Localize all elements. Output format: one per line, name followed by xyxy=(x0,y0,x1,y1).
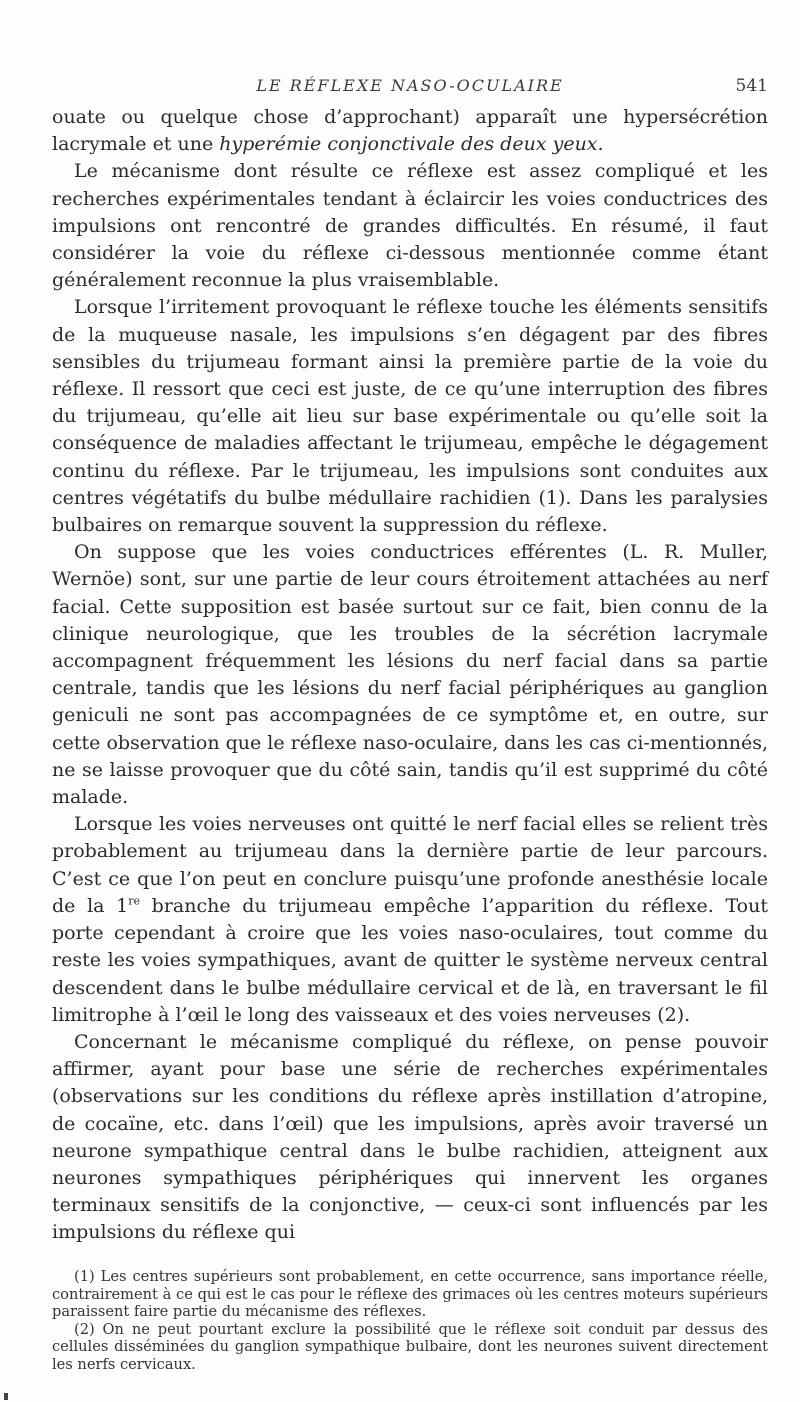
paragraph-5-superscript: re xyxy=(128,894,141,908)
paragraph-5 xyxy=(52,811,768,1029)
paragraph-3: Lorsque l’irritement provoquant le réflexe touche les éléments sensitifs de la muqueuse nasale, les impulsions s’en dégagent par des fibres sensibles du trijumeau formant ainsi la première partie de la voie du réflexe. Il ressort que ceci est juste, de ce qu’une interruption des fibres du trijumeau, qu’elle ait lieu sur base expérimentale ou qu’elle soit la conséquence de maladies affectant le trijumeau, empêche le dégagement continu du réflexe. Par le trijumeau, les impulsions sont conduites aux centres végétatifs du bulbe médullaire rachidien (1). Dans les paralysies bulbaires on remarque souvent la suppression du réflexe. xyxy=(52,296,768,537)
footnote-2: (2) On ne peut pourtant exclure la possibilité que le réflexe soit conduit par dessus des cellules disséminées du ganglion sympathique bulbaire, dont les neurones suivent directement les nerfs cervicaux. xyxy=(52,1320,768,1373)
paragraph-4: On suppose que les voies conductrices efférentes (L. R. Muller, Wernöe) sont, sur une partie de leur cours étroitement attachées au nerf facial. Cette supposition est basée surtout sur ce fait, bien connu de la clinique neurologique, que les troubles de la sécrétion lacrymale accompagnent fréquemment les lésions du nerf facial dans sa partie centrale, tandis que les lésions du nerf facial périphériques au ganglion geniculi ne sont pas accompagnées de ce symptôme et, en outre, sur cette observation que le réflexe naso-oculaire, dans les cas ci-mentionnés, ne se laisse provoquer que du côté sain, tandis qu’il est supprimé du côté malade. xyxy=(52,541,768,809)
paragraph-6: Concernant le mécanisme compliqué du réflexe, on pense pouvoir affirmer, ayant pour base une série de recherches expérimentales (observations sur les conditions du réflexe après instillation d’atropine, de cocaïne, etc. dans l’œil) que les impulsions, après avoir traversé un neurone sympathique central dans le bulbe rachidien, atteignent aux neurones sympathiques périphériques qui innervent les organes terminaux sensitifs de la conjonctive, — ceux-ci sont influencés par les impulsions du réflexe qui xyxy=(52,1030,768,1244)
paragraph-5-text: Lorsque les voies nerveuses ont quitté le nerf facial elles se relient très probablement au trijumeau dans la dernière partie de leur parcours. C’est ce que l’on peut en conclure puisqu’une profonde anesthésie locale de la 1 xyxy=(52,813,768,917)
paragraph-1-italic: hyperémie conjonctivale des deux yeux xyxy=(219,133,598,156)
paragraph-5-tail: branche du trijumeau empêche l’apparition du réflexe. Tout porte cependant à croire que les voies naso-oculaires, tout comme du reste les voies sympathiques, avant de quitter le système nerveux central descendent dans le bulbe médullaire cervical et de là, en traversant le fil limitrophe à l’œil le long des vaisseaux et des voies nerveuses (2). xyxy=(52,894,768,1026)
footnotes xyxy=(52,1268,768,1373)
page-header xyxy=(52,76,768,100)
paragraph-1-text: ouate ou quelque chose d’approchant) apparaît une hypersécrétion lacrymale et une xyxy=(52,106,768,156)
paragraph-2: Le mécanisme dont résulte ce réflexe est assez compliqué et les recherches expérimentales tendant à éclaircir les voies conductrices des impulsions ont rencontré de grandes difficultés. En résumé, il faut considérer la voie du réflexe ci-dessous mentionnée comme étant généralement reconnue la plus vraisemblable. xyxy=(52,160,768,292)
running-title: LE RÉFLEXE NASO-OCULAIRE xyxy=(256,76,564,95)
body-text xyxy=(52,104,768,1247)
page-number: 541 xyxy=(735,76,768,96)
paragraph-1 xyxy=(52,104,768,158)
footnote-1: (1) Les centres supérieurs sont probablement, en cette occurrence, sans importance réelle, contrairement à ce qui est le cas pour le réflexe des grimaces où les centres moteurs supérieurs paraissent faire partie du mécanisme des réflexes. xyxy=(52,1268,768,1320)
paragraph-1-tail: . xyxy=(597,133,604,156)
scan-edge-mark xyxy=(4,1393,8,1400)
